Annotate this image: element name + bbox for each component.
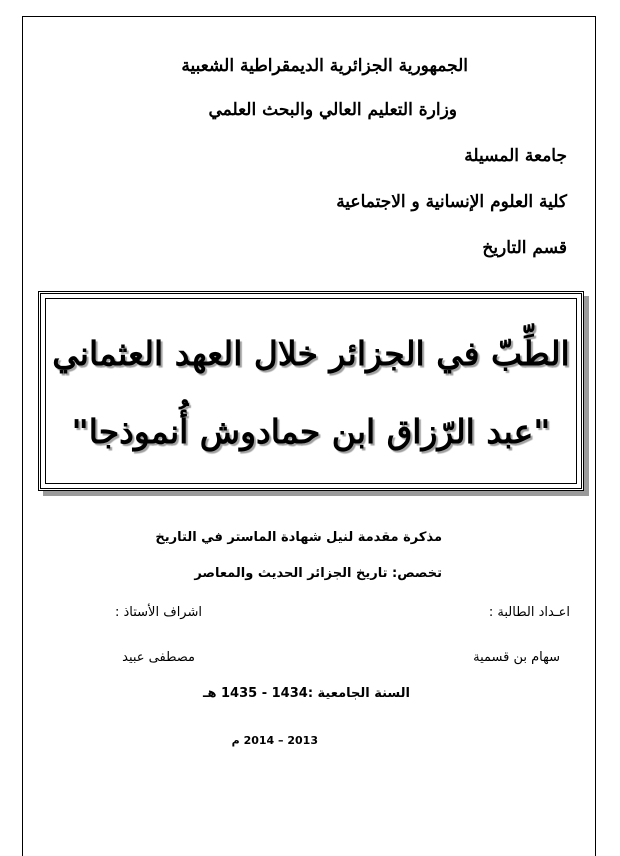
student-name: سهام بن قسمية: [473, 650, 560, 665]
academic-year-hijri: السنة الجامعية :1434 - 1435 هـ: [203, 686, 410, 701]
academic-year-gregorian: 2013 – 2014 م: [231, 734, 318, 747]
supervisor-name: مصطفى عبيد: [122, 650, 195, 665]
ministry-name: وزارة التعليم العالي والبحث العلمي: [208, 100, 457, 120]
thesis-title-box: [38, 291, 584, 491]
university-name: جامعة المسيلة: [464, 146, 567, 166]
thesis-purpose: مذكرة مقدمة لنيل شهادة الماستر في التاريخ: [155, 530, 442, 545]
department-name: قسم التاريخ: [482, 238, 567, 258]
title-box-inner-border: [45, 298, 577, 484]
thesis-title-line-2: "عبد الرّزاق ابن حمادوش أُنموذجا": [71, 412, 551, 451]
thesis-title-line-1: الطِّبّ في الجزائر خلال العهد العثماني: [52, 334, 570, 373]
faculty-name: كلية العلوم الإنسانية و الاجتماعية: [336, 192, 567, 212]
supervisor-label: اشراف الأستاذ :: [114, 605, 202, 620]
republic-name: الجمهورية الجزائرية الديمقراطية الشعبية: [181, 56, 468, 76]
student-label: اعـداد الطالبة :: [488, 605, 570, 620]
thesis-specialty: تخصص: تاريخ الجزائر الحديث والمعاصر: [194, 566, 442, 581]
